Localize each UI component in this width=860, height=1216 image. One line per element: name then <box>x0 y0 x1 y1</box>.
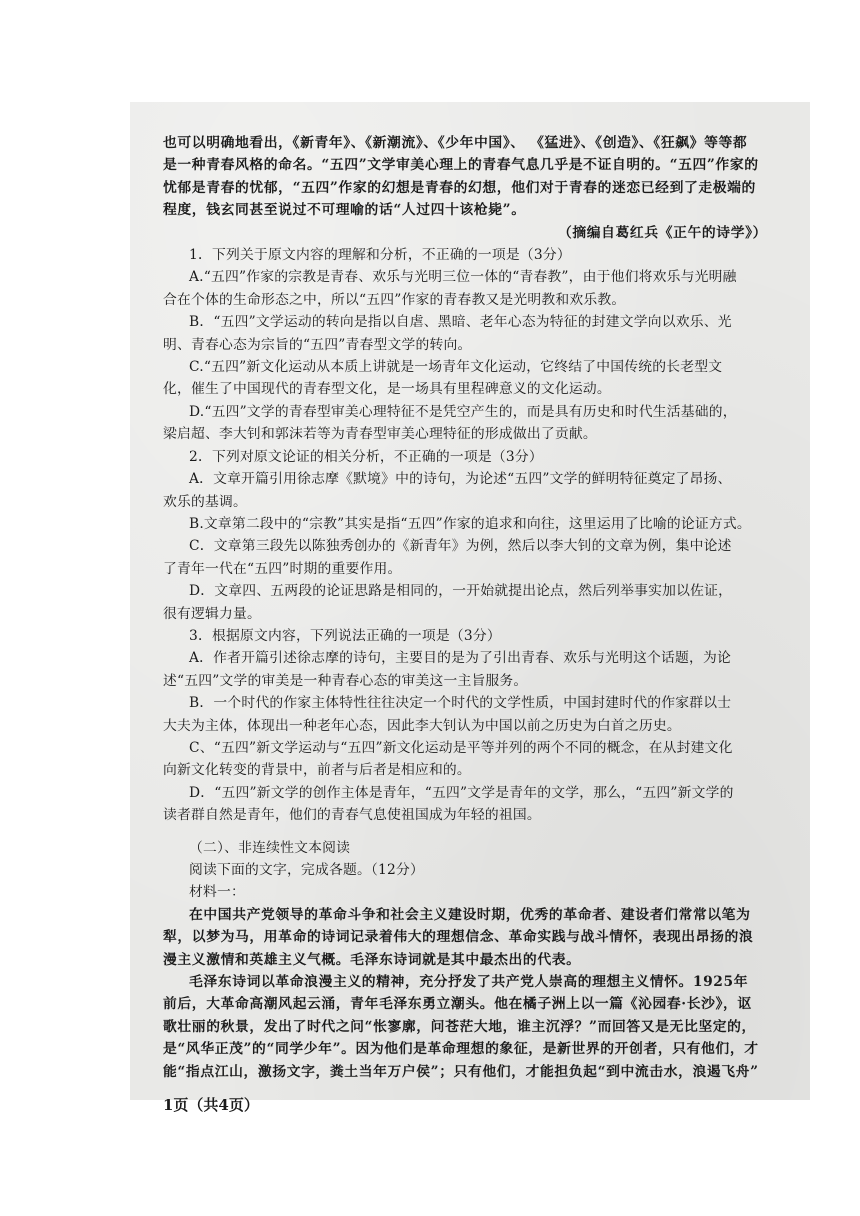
question-1-option-d: D.“五四”文学的青春型审美心理特征不是凭空产生的，而是具有历史和时代生活基础的， <box>189 403 737 420</box>
question-2-option-a: A．文章开篇引用徐志摩《默境》中的诗句，为论述“五四”文学的鲜明特征奠定了昂扬、 <box>189 471 732 488</box>
question-2-option-d: D．文章四、五两段的论证思路是相同的，一开始就提出论点，然后列举事实加以佐证， <box>189 583 733 600</box>
material-line: 在中国共产党领导的革命斗争和社会主义建设时期，优秀的革命者、建设者们常常以笔为 <box>189 906 751 923</box>
question-3-option-a: A．作者开篇引述徐志摩的诗句，主要目的是为了引出青春、欢乐与光明这个话题，为论 <box>189 650 732 667</box>
passage-line: 程度，钱玄同甚至说过不可理喻的话“人过四十该枪毙”。 <box>163 202 526 219</box>
question-2-stem: 2．下列对原文论证的相关分析，不正确的一项是（3分） <box>189 448 543 465</box>
material-line: 犁，以梦为马，用革命的诗词记录着伟大的理想信念、革命实践与战斗情怀，表现出昂扬的浪 <box>163 929 754 946</box>
question-2-option-a-cont: 欢乐的基调。 <box>163 493 247 510</box>
question-1-option-a: A.“五四”作家的宗教是青春、欢乐与光明三位一体的“青春教”，由于他们将欢乐与光明融 <box>189 269 737 286</box>
material-line: 漫主义激情和英雄主义气概。毛泽东诗词就是其中最杰出的代表。 <box>163 951 581 968</box>
question-1-option-d-cont: 梁启超、李大钊和郭沫若等为青春型审美心理特征的形成做出了贡献。 <box>163 426 597 443</box>
material-line: 前后，大革命高潮风起云涌，青年毛泽东勇立潮头。他在橘子洲上以一篇《沁园春·长沙》，讴 <box>163 996 752 1013</box>
page-content <box>163 132 775 1114</box>
question-3-option-b-cont: 大夫为主体，体现出一种老年心态，因此李大钊认为中国以前之历史为白首之历史。 <box>163 717 681 734</box>
question-2-option-d-cont: 很有逻辑力量。 <box>163 605 261 622</box>
exam-paper-photo <box>130 102 810 1114</box>
section-title: （二）、非连续性文本阅读 <box>189 839 351 856</box>
question-3-option-d-cont: 读者群自然是青年，他们的青春气息使祖国成为年轻的祖国。 <box>163 807 541 824</box>
question-3-option-d: D．“五四”新文学的创作主体是青年，“五四”文学是青年的文学，那么，“五四”新文学的 <box>189 784 734 801</box>
question-2-option-c-cont: 了青年一代在“五四”时期的重要作用。 <box>163 560 402 577</box>
material-line: 是“风华正茂”的“同学少年”。因为他们是革命理想的象征，是新世界的开创者，只有他们，才 <box>163 1041 759 1058</box>
question-1-option-c: C.“五四”新文化运动从本质上讲就是一场青年文化运动，它终结了中国传统的长老型文 <box>189 359 723 376</box>
question-3-option-b: B．一个时代的作家主体特性往往决定一个时代的文学性质，中国封建时代的作家群以士 <box>189 695 732 712</box>
passage-line: 是一种青春风格的命名。“五四”文学审美心理上的青春气息几乎是不证自明的。“五四”作家的 <box>163 157 759 174</box>
question-1-option-a-cont: 合在个体的生命形态之中，所以“五四”作家的青春教又是光明教和欢乐教。 <box>163 291 626 308</box>
question-3-option-c-cont: 向新文化转变的背景中，前者与后者是相应和的。 <box>163 762 471 779</box>
material-line: 歌壮丽的秋景，发出了时代之问“怅寥廓，问苍茫大地，谁主沉浮？”而回答又是无比坚定的， <box>163 1018 756 1035</box>
question-3-option-a-cont: 述“五四”文学的审美是一种青春心态的审美这一主旨服务。 <box>163 672 528 689</box>
source-note: （摘编自葛红兵《正午的诗学》） <box>557 224 767 241</box>
section-spacer <box>163 827 775 837</box>
question-1-option-b: B．“五四”文学运动的转向是指以自虐、黑暗、老年心态为特征的封建文学向以欢乐、光 <box>189 314 732 331</box>
material-label: 材料一： <box>189 884 245 901</box>
question-3-option-c: C、“五四”新文学运动与“五四”新文化运动是平等并列的两个不同的概念，在从封建文化 <box>189 739 733 756</box>
section-instruction: 阅读下面的文字，完成各题。（12分） <box>189 862 425 878</box>
question-1-option-c-cont: 化，催生了中国现代的青春型文化，是一场具有里程碑意义的文化运动。 <box>163 381 611 398</box>
question-1-option-b-cont: 明、青春心态为宗旨的“五四”青春型文学的转向。 <box>163 336 472 353</box>
question-2-option-b: B.文章第二段中的“宗教”其实是指“五四”作家的追求和向往，这里运用了比喻的论证方式。 <box>189 515 751 532</box>
page-footer: 1页（共4页） <box>163 1096 259 1114</box>
material-line: 能“指点江山，激扬文字，粪土当年万户侯”；只有他们，才能担负起“到中流击水，浪遏飞舟” <box>163 1063 759 1080</box>
question-1-stem: 1．下列关于原文内容的理解和分析，不正确的一项是（3分） <box>189 247 571 264</box>
material-line: 毛泽东诗词以革命浪漫主义的精神，充分抒发了共产党人崇高的理想主义情怀。1925年 <box>189 974 749 991</box>
question-2-option-c: C．文章第三段先以陈独秀创办的《新青年》为例，然后以李大钊的文章为例，集中论述 <box>189 538 732 555</box>
question-3-stem: 3．根据原文内容，下列说法正确的一项是（3分） <box>189 627 501 644</box>
passage-line: 也可以明确地看出，《新青年》、《新潮流》、《少年中国》、 《猛进》、《创造》、《狂飙》等等都 <box>163 135 748 151</box>
passage-line: 忧郁是青春的忧郁，“五四”作家的幻想是青春的幻想，他们对于青春的迷恋已经到了走极端的 <box>163 179 756 196</box>
